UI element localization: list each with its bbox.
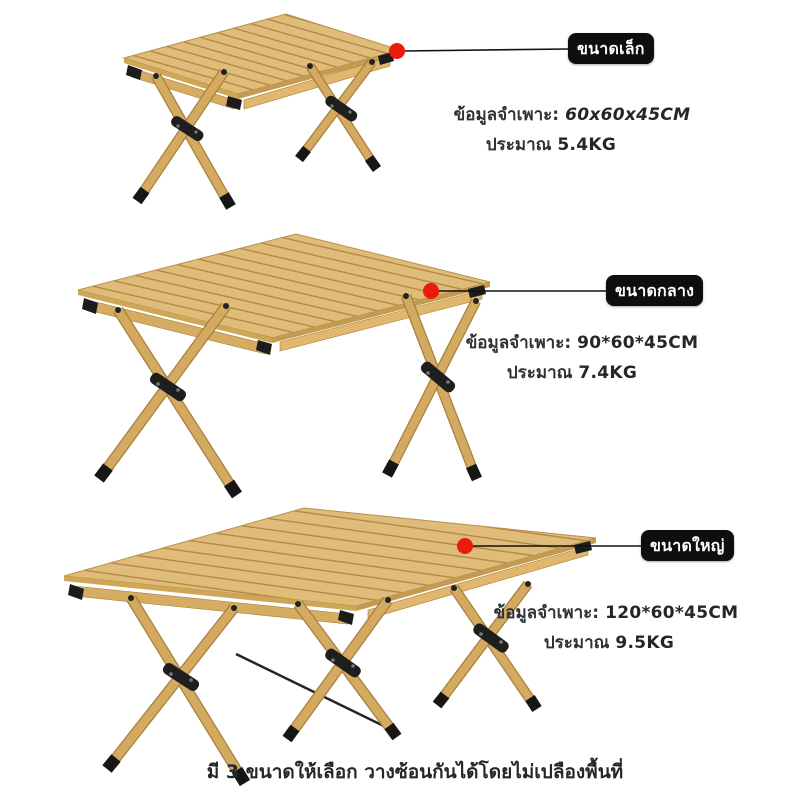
spec-weight-medium bbox=[432, 362, 712, 384]
spec-value: 120*60*45CM bbox=[605, 603, 739, 623]
spec-weight-small bbox=[411, 134, 691, 156]
spec-value: 60x60x45CM bbox=[565, 105, 691, 125]
spec-weight-large bbox=[469, 632, 749, 654]
spec-dimensions-small bbox=[432, 104, 712, 126]
weight-value: 5.4KG bbox=[557, 135, 617, 155]
tabletop bbox=[78, 234, 490, 343]
size-label-medium: ขนาดกลาง bbox=[606, 275, 703, 306]
size-label-large: ขนาดใหญ่ bbox=[641, 530, 734, 561]
spec-dimensions-medium bbox=[442, 332, 722, 354]
weight-prefix: ประมาณ bbox=[506, 363, 573, 383]
small-table-illustration bbox=[108, 10, 438, 225]
spec-prefix: ข้อมูลจำเพาะ: bbox=[465, 333, 572, 353]
spec-dimensions-large bbox=[476, 602, 756, 624]
weight-prefix: ประมาณ bbox=[485, 135, 552, 155]
weight-prefix: ประมาณ bbox=[543, 633, 610, 653]
bottom-caption: มี 3 ขนาดให้เลือก วางซ้อนกันได้โดยไม่เปลืองพื้นที่ bbox=[206, 761, 624, 783]
size-label-small: ขนาดเล็ก bbox=[568, 33, 654, 64]
spec-prefix: ข้อมูลจำเพาะ: bbox=[453, 105, 560, 125]
spec-prefix: ข้อมูลจำเพาะ: bbox=[493, 603, 600, 623]
spec-value: 90*60*45CM bbox=[577, 333, 699, 353]
weight-value: 9.5KG bbox=[615, 633, 675, 653]
weight-value: 7.4KG bbox=[578, 363, 638, 383]
